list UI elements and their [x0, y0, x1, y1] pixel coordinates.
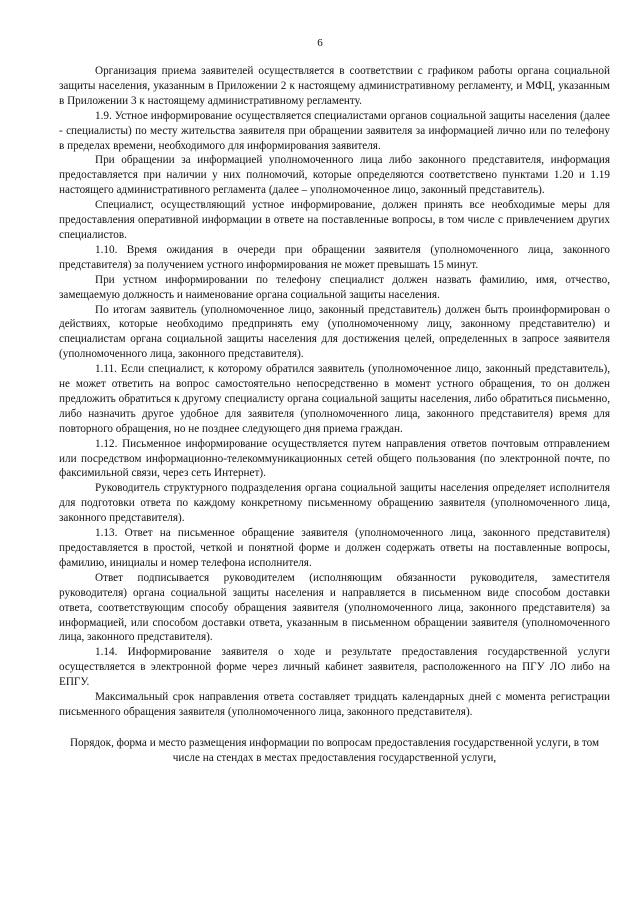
document-body — [59, 64, 610, 766]
paragraph-1-14: 1.14. Информирование заявителя о ходе и результате предоставления государственной услуги осуществляется в электронной форме через личный кабинет заявителя, расположенного на ПГУ ЛО либо на ЕПГУ. — [59, 646, 610, 689]
paragraph-1-10: 1.10. Время ожидания в очереди при обращении заявителя (уполномоченного лица, законного представителя) за получением устного информирования не может превышать 15 минут. — [59, 243, 610, 271]
paragraph-specialist-oral: Специалист, осуществляющий устное информирование, должен принять все необходимые меры для предоставления оперативной информации в ответе на поставленные вопросы, в том числе с привлечением других специалистов. — [59, 199, 610, 241]
section-heading: Порядок, форма и место размещения информации по вопросам предоставления государственной услуги, в том числе на стендах в местах предоставления государственной услуги, — [69, 736, 600, 764]
paragraph-1-13: 1.13. Ответ на письменное обращение заявителя (уполномоченного лица, законного представителя) предоставляется в простой, четкой и понятной форме и должен содержать ответы на поставленные вопросы, фамилию, инициалы и номер телефона исполнителя. — [59, 527, 610, 569]
paragraph-head-of-unit: Руководитель структурного подразделения органа социальной защиты населения определяет исполнителя для подготовки ответа по каждому конкретному письменному обращению заявителя (уполномоченного лица, законного представителя). — [59, 482, 610, 525]
page-number: 6 — [317, 37, 323, 49]
paragraph-max-period: Максимальный срок направления ответа составляет тридцать календарных дней с момента регистрации письменного обращения заявителя (уполномоченного лица, законного представителя). — [59, 691, 610, 718]
section-spacer — [59, 720, 610, 736]
paragraph-1-9: 1.9. Устное информирование осуществляется специалистами органов социальной защиты населения (далее - специалисты) по месту жительства заявителя при обращении заявителя за информацией лично или по телефону в пределах времени, необходимого для информирования заявителя. — [59, 109, 610, 152]
paragraph-1-11: 1.11. Если специалист, к которому обратился заявитель (уполномоченное лицо, законный представитель), не может ответить на вопрос самостоятельно непосредственно в момент устного обращения, то он должен предложить обратиться к другому специалисту органа социальной защиты населения, либо обратиться письменно, либо назначить другое удобное для заявителя (уполномоченного лица, законного представителя) время для повторного обращения, но не позднее следующего дня приема граждан. — [59, 363, 610, 435]
paragraph-1: Организация приема заявителей осуществляется в соответствии с графиком работы органа социальной защиты населения, указанным в Приложении 2 к настоящему административному регламенту, и МФЦ, указанным в Приложении 3 к настоящему административному регламенту. — [59, 65, 610, 107]
paragraph-1-12: 1.12. Письменное информирование осуществляется путем направления ответов почтовым отправлением или посредством информационно-телекоммуникационных сетей общего пользования (по электронной почте, по факсимильной связи, через сеть Интернет). — [59, 437, 610, 480]
paragraph-answer-signed: Ответ подписывается руководителем (исполняющим обязанности руководителя, заместителя руководителя) органа социальной защиты населения и направляется в письменном виде способом доставки ответа, соответствующим способу обращения заявителя (уполномоченного лица, законного представителя) за информацией, или способом доставки ответа, указанным в письменном обращении заявителя (уполномоченного лица, законного представителя). — [59, 571, 610, 644]
paragraph-results: По итогам заявитель (уполномоченное лицо, законный представитель) должен быть проинформирован о действиях, которые необходимо предпринять ему (уполномоченному лицу, законному представителю) и специалистам органа социальной защиты населения для достижения целей, определенных в запросе заявителя (уполномоченного лица, законного представителя). — [59, 303, 610, 361]
paragraph-authorized-person: При обращении за информацией уполномоченного лица либо законного представителя, информация предоставляется при наличии у них полномочий, которые определяются соответствено пунктами 1.20 и 1.19 настоящего административного регламента (далее – уполномоченное лицо, законный представитель). — [59, 154, 610, 197]
paragraph-phone-informing: При устном информировании по телефону специалист должен назвать фамилию, имя, отчество, замещаемую должность и наименование органа социальной защиты населения. — [59, 273, 610, 301]
